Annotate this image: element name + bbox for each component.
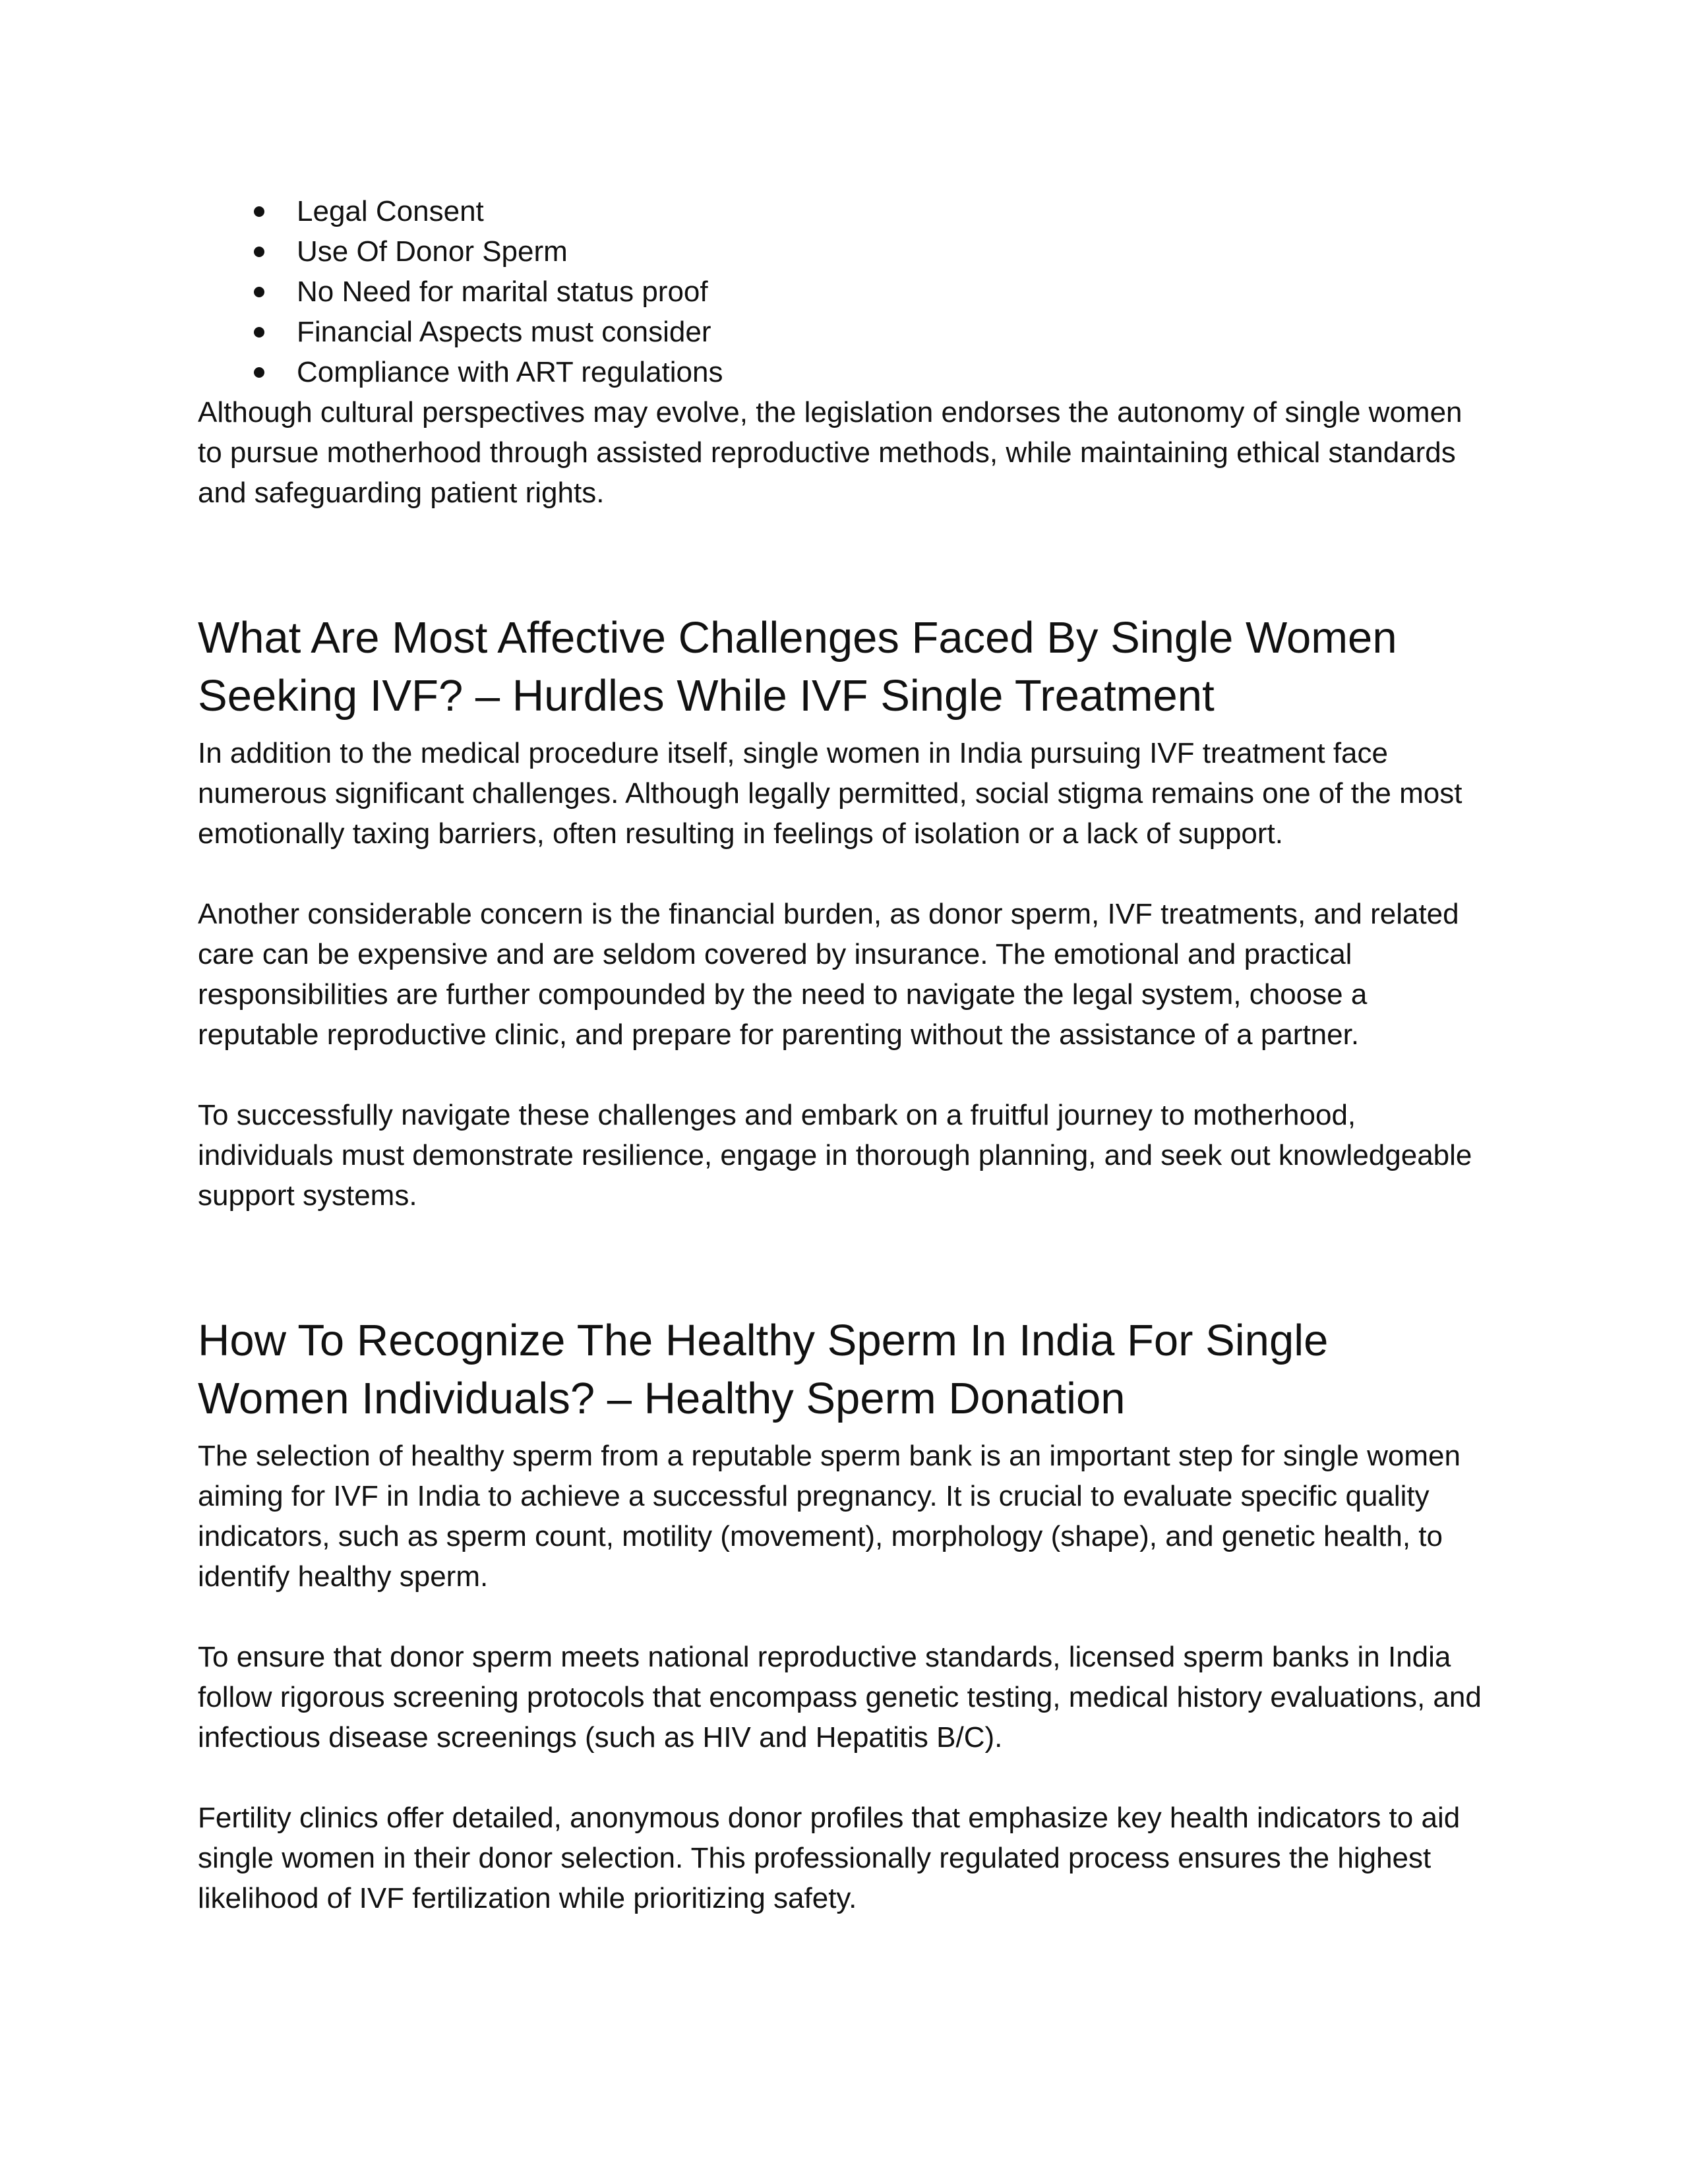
bullet-item	[198, 312, 1490, 352]
bullet-dot-icon	[254, 367, 264, 378]
section2-paragraph-1: The selection of healthy sperm from a reputable sperm bank is an important step for single women aiming for IVF in India to achieve a successful pregnancy. It is crucial to evaluate specific quality indicators, such as sperm count, motility (movement), morphology (shape), and genetic health, to identify healthy sperm.	[198, 1440, 1461, 1593]
bullet-text: Use Of Donor Sperm	[297, 235, 568, 268]
document-page	[198, 191, 1490, 1918]
section1-heading: What Are Most Affective Challenges Faced By Single Women Seeking IVF? – Hurdles While IVF Single Treatment	[198, 613, 1397, 721]
bullet-dot-icon	[254, 327, 264, 338]
intro-paragraph: Although cultural perspectives may evolve, the legislation endorses the autonomy of single women to pursue motherhood through assisted reproductive methods, while maintaining ethical standards and safeguarding patient rights.	[198, 396, 1462, 509]
bullet-dot-icon	[254, 247, 264, 257]
section2-heading: How To Recognize The Healthy Sperm In India For Single Women Individuals? – Healthy Sperm Donation	[198, 1316, 1329, 1423]
bullet-text: No Need for marital status proof	[297, 276, 708, 308]
section1-paragraph-2: Another considerable concern is the financial burden, as donor sperm, IVF treatments, and related care can be expensive and are seldom covered by insurance. The emotional and practical responsibilities are further compounded by the need to navigate the legal system, choose a reputable reproductive clinic, and prepare for parenting without the assistance of a partner.	[198, 898, 1459, 1051]
bullet-text: Financial Aspects must consider	[297, 316, 711, 348]
bullet-text: Compliance with ART regulations	[297, 356, 723, 388]
bullet-text: Legal Consent	[297, 195, 484, 227]
bullet-dot-icon	[254, 287, 264, 297]
bullet-list	[198, 191, 1490, 392]
bullet-item	[198, 231, 1490, 272]
bullet-item	[198, 352, 1490, 392]
bullet-item	[198, 272, 1490, 312]
bullet-item	[198, 191, 1490, 231]
section2-paragraph-2: To ensure that donor sperm meets national reproductive standards, licensed sperm banks in India follow rigorous screening protocols that encompass genetic testing, medical history evaluations, and infectious disease screenings (such as HIV and Hepatitis B/C).	[198, 1641, 1482, 1754]
section2-paragraph-3: Fertility clinics offer detailed, anonymous donor profiles that emphasize key health indicators to aid single women in their donor selection. This professionally regulated process ensures the highest likelihood of IVF fertilization while prioritizing safety.	[198, 1802, 1461, 1914]
bullet-dot-icon	[254, 206, 264, 217]
section1-paragraph-1: In addition to the medical procedure itself, single women in India pursuing IVF treatment face numerous significant challenges. Although legally permitted, social stigma remains one of the most emotionally taxing barriers, often resulting in feelings of isolation or a lack of support.	[198, 737, 1462, 850]
section1-paragraph-3: To successfully navigate these challenges and embark on a fruitful journey to motherhood, individuals must demonstrate resilience, engage in thorough planning, and seek out knowledgeable support systems.	[198, 1099, 1472, 1212]
